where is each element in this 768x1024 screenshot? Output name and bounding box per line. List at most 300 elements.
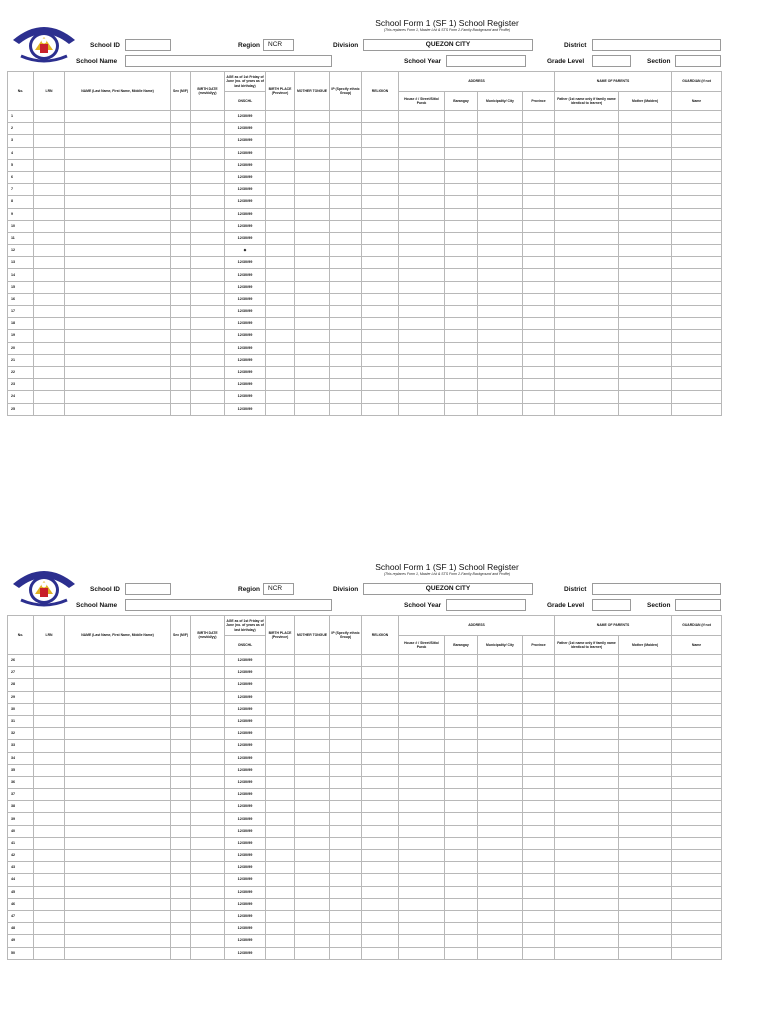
table-cell[interactable] [399,801,445,813]
table-cell[interactable] [445,147,478,159]
table-cell[interactable] [191,269,225,281]
table-cell[interactable] [191,293,225,305]
table-cell[interactable] [266,257,295,269]
table-cell[interactable] [555,728,619,740]
table-cell[interactable] [399,354,445,366]
table-cell[interactable] [445,898,478,910]
table-cell[interactable] [523,898,555,910]
table-cell[interactable] [295,935,330,947]
table-cell[interactable] [295,306,330,318]
table-cell[interactable] [672,837,722,849]
table-cell[interactable] [171,330,191,342]
table-cell[interactable] [555,740,619,752]
table-cell[interactable] [330,269,362,281]
table-cell[interactable] [445,293,478,305]
table-cell[interactable] [266,728,295,740]
table-cell[interactable] [266,764,295,776]
table-cell[interactable] [65,764,171,776]
table-cell[interactable] [399,281,445,293]
division-field[interactable]: QUEZON CITY [363,39,533,51]
table-cell[interactable] [399,111,445,123]
table-cell[interactable] [295,813,330,825]
table-cell[interactable] [555,947,619,959]
table-cell[interactable] [362,740,399,752]
table-cell[interactable] [171,220,191,232]
school-name-field[interactable] [125,599,332,611]
table-cell[interactable] [555,366,619,378]
table-cell[interactable] [619,752,672,764]
table-cell[interactable] [672,850,722,862]
table-cell[interactable] [445,776,478,788]
table-cell[interactable] [619,184,672,196]
age-cell[interactable]: 12/30/99 [225,752,266,764]
table-cell[interactable] [65,862,171,874]
table-cell[interactable] [478,232,523,244]
table-cell[interactable] [523,111,555,123]
table-cell[interactable] [295,776,330,788]
table-cell[interactable] [191,935,225,947]
table-cell[interactable] [330,379,362,391]
table-cell[interactable] [362,171,399,183]
table-cell[interactable] [266,898,295,910]
table-cell[interactable] [34,159,65,171]
table-cell[interactable] [295,147,330,159]
table-cell[interactable] [478,123,523,135]
table-cell[interactable] [619,715,672,727]
table-cell[interactable] [266,801,295,813]
table-cell[interactable] [619,728,672,740]
age-cell[interactable]: 12/30/99 [225,667,266,679]
table-cell[interactable] [523,813,555,825]
table-cell[interactable] [266,789,295,801]
table-cell[interactable] [672,740,722,752]
table-cell[interactable] [399,135,445,147]
table-cell[interactable] [478,910,523,922]
table-cell[interactable] [478,764,523,776]
table-cell[interactable] [171,898,191,910]
table-cell[interactable] [399,391,445,403]
table-cell[interactable] [672,910,722,922]
table-cell[interactable] [523,196,555,208]
table-cell[interactable] [295,281,330,293]
table-cell[interactable] [523,837,555,849]
table-cell[interactable] [171,208,191,220]
age-cell[interactable]: 12/30/99 [225,703,266,715]
table-cell[interactable] [34,123,65,135]
table-cell[interactable] [555,196,619,208]
table-cell[interactable] [399,776,445,788]
table-cell[interactable] [362,874,399,886]
table-cell[interactable] [445,862,478,874]
table-cell[interactable] [619,318,672,330]
table-cell[interactable] [171,728,191,740]
table-cell[interactable] [362,159,399,171]
table-cell[interactable] [330,691,362,703]
table-cell[interactable] [619,135,672,147]
table-cell[interactable] [34,147,65,159]
table-cell[interactable] [34,208,65,220]
table-cell[interactable] [362,342,399,354]
table-cell[interactable] [330,306,362,318]
table-cell[interactable] [523,862,555,874]
table-cell[interactable] [672,245,722,257]
table-cell[interactable] [295,703,330,715]
table-cell[interactable] [555,403,619,415]
age-cell[interactable]: 12/30/99 [225,379,266,391]
table-cell[interactable] [478,159,523,171]
table-cell[interactable] [65,269,171,281]
table-cell[interactable] [445,740,478,752]
table-cell[interactable] [555,874,619,886]
table-cell[interactable] [34,728,65,740]
table-cell[interactable] [555,257,619,269]
table-cell[interactable] [266,379,295,391]
table-cell[interactable] [523,171,555,183]
table-cell[interactable] [362,232,399,244]
table-cell[interactable] [171,171,191,183]
table-cell[interactable] [330,293,362,305]
table-cell[interactable] [171,862,191,874]
table-cell[interactable] [362,111,399,123]
table-cell[interactable] [619,910,672,922]
table-cell[interactable] [672,862,722,874]
table-cell[interactable] [191,354,225,366]
table-cell[interactable] [362,257,399,269]
table-cell[interactable] [191,342,225,354]
table-cell[interactable] [478,245,523,257]
table-cell[interactable] [295,232,330,244]
table-cell[interactable] [171,281,191,293]
table-cell[interactable] [330,342,362,354]
table-cell[interactable] [399,184,445,196]
table-cell[interactable] [65,354,171,366]
table-cell[interactable] [266,655,295,667]
table-cell[interactable] [34,293,65,305]
table-cell[interactable] [191,306,225,318]
table-cell[interactable] [330,330,362,342]
section-field[interactable] [675,55,721,67]
age-cell[interactable]: 12/30/99 [225,342,266,354]
table-cell[interactable] [266,947,295,959]
table-cell[interactable] [65,342,171,354]
table-cell[interactable] [330,655,362,667]
table-cell[interactable] [478,403,523,415]
table-cell[interactable] [672,789,722,801]
table-cell[interactable] [672,813,722,825]
table-cell[interactable] [399,366,445,378]
table-cell[interactable] [672,728,722,740]
table-cell[interactable] [171,752,191,764]
age-cell[interactable]: 12/30/99 [225,269,266,281]
table-cell[interactable] [399,318,445,330]
table-cell[interactable] [523,776,555,788]
table-cell[interactable] [266,354,295,366]
table-cell[interactable] [65,208,171,220]
age-cell[interactable]: 12/30/99 [225,850,266,862]
table-cell[interactable] [399,306,445,318]
table-cell[interactable] [295,740,330,752]
table-cell[interactable] [399,171,445,183]
table-cell[interactable] [65,703,171,715]
table-cell[interactable] [266,232,295,244]
table-cell[interactable] [523,354,555,366]
table-cell[interactable] [266,837,295,849]
table-cell[interactable] [191,813,225,825]
table-cell[interactable] [399,293,445,305]
table-cell[interactable] [295,898,330,910]
table-cell[interactable] [34,825,65,837]
table-cell[interactable] [619,281,672,293]
table-cell[interactable] [478,947,523,959]
table-cell[interactable] [399,862,445,874]
table-cell[interactable] [619,147,672,159]
table-cell[interactable] [171,293,191,305]
table-cell[interactable] [191,947,225,959]
table-cell[interactable] [65,801,171,813]
table-cell[interactable] [65,874,171,886]
table-cell[interactable] [523,135,555,147]
table-cell[interactable] [445,123,478,135]
table-cell[interactable] [266,159,295,171]
table-cell[interactable] [34,752,65,764]
table-cell[interactable] [65,947,171,959]
table-cell[interactable] [619,837,672,849]
table-cell[interactable] [362,379,399,391]
table-cell[interactable] [191,655,225,667]
table-cell[interactable] [191,886,225,898]
table-cell[interactable] [171,715,191,727]
table-cell[interactable] [34,813,65,825]
table-cell[interactable] [171,135,191,147]
table-cell[interactable] [266,910,295,922]
table-cell[interactable] [330,935,362,947]
table-cell[interactable] [34,850,65,862]
table-cell[interactable] [266,850,295,862]
table-cell[interactable] [171,740,191,752]
table-cell[interactable] [330,123,362,135]
age-cell[interactable]: 12/30/99 [225,728,266,740]
age-cell[interactable]: 12/30/99 [225,330,266,342]
table-cell[interactable] [362,837,399,849]
table-cell[interactable] [191,910,225,922]
table-cell[interactable] [362,935,399,947]
table-cell[interactable] [362,825,399,837]
table-cell[interactable] [555,147,619,159]
table-cell[interactable] [266,813,295,825]
table-cell[interactable] [266,923,295,935]
table-cell[interactable] [65,330,171,342]
table-cell[interactable] [34,691,65,703]
table-cell[interactable] [171,764,191,776]
table-cell[interactable] [672,703,722,715]
table-cell[interactable] [34,269,65,281]
table-cell[interactable] [65,147,171,159]
table-cell[interactable] [478,293,523,305]
table-cell[interactable] [362,728,399,740]
table-cell[interactable] [362,862,399,874]
table-cell[interactable] [478,111,523,123]
table-cell[interactable] [399,923,445,935]
table-cell[interactable] [191,898,225,910]
table-cell[interactable] [362,184,399,196]
table-cell[interactable] [672,184,722,196]
table-cell[interactable] [34,667,65,679]
table-cell[interactable] [523,220,555,232]
age-cell[interactable]: 12/30/99 [225,935,266,947]
table-cell[interactable] [619,923,672,935]
table-cell[interactable] [171,923,191,935]
table-cell[interactable] [266,874,295,886]
table-cell[interactable] [399,935,445,947]
table-cell[interactable] [619,379,672,391]
table-cell[interactable] [399,703,445,715]
age-cell[interactable]: 12/30/99 [225,171,266,183]
table-cell[interactable] [65,886,171,898]
table-cell[interactable] [619,691,672,703]
table-cell[interactable] [523,886,555,898]
table-cell[interactable] [191,776,225,788]
table-cell[interactable] [619,171,672,183]
table-cell[interactable] [34,281,65,293]
table-cell[interactable] [34,740,65,752]
table-cell[interactable] [399,220,445,232]
table-cell[interactable] [445,135,478,147]
table-cell[interactable] [65,318,171,330]
table-cell[interactable] [555,379,619,391]
table-cell[interactable] [295,886,330,898]
table-cell[interactable] [445,886,478,898]
table-cell[interactable] [191,184,225,196]
table-cell[interactable] [266,342,295,354]
table-cell[interactable] [445,403,478,415]
table-cell[interactable] [191,379,225,391]
table-cell[interactable] [399,269,445,281]
table-cell[interactable] [445,281,478,293]
table-cell[interactable] [330,403,362,415]
table-cell[interactable] [478,776,523,788]
table-cell[interactable] [266,862,295,874]
age-cell[interactable]: 12/30/99 [225,111,266,123]
table-cell[interactable] [34,220,65,232]
table-cell[interactable] [619,391,672,403]
table-cell[interactable] [478,667,523,679]
table-cell[interactable] [295,111,330,123]
table-cell[interactable] [478,935,523,947]
school-name-field[interactable] [125,55,332,67]
table-cell[interactable] [295,391,330,403]
table-cell[interactable] [65,715,171,727]
table-cell[interactable] [555,679,619,691]
table-cell[interactable] [330,354,362,366]
table-cell[interactable] [171,703,191,715]
table-cell[interactable] [171,776,191,788]
table-cell[interactable] [672,667,722,679]
table-cell[interactable] [295,123,330,135]
table-cell[interactable] [330,910,362,922]
table-cell[interactable] [399,813,445,825]
table-cell[interactable] [523,379,555,391]
table-cell[interactable] [555,789,619,801]
table-cell[interactable] [191,159,225,171]
table-cell[interactable] [478,306,523,318]
table-cell[interactable] [672,354,722,366]
table-cell[interactable] [619,220,672,232]
region-field[interactable]: NCR [263,583,294,595]
table-cell[interactable] [619,208,672,220]
table-cell[interactable] [619,159,672,171]
table-cell[interactable] [34,655,65,667]
table-cell[interactable] [399,740,445,752]
age-cell[interactable]: 12/30/99 [225,862,266,874]
table-cell[interactable] [362,898,399,910]
table-cell[interactable] [65,366,171,378]
table-cell[interactable] [171,306,191,318]
table-cell[interactable] [330,850,362,862]
table-cell[interactable] [478,703,523,715]
table-cell[interactable] [445,801,478,813]
table-cell[interactable] [34,184,65,196]
table-cell[interactable] [672,293,722,305]
table-cell[interactable] [34,715,65,727]
table-cell[interactable] [191,196,225,208]
table-cell[interactable] [445,837,478,849]
table-cell[interactable] [65,850,171,862]
table-cell[interactable] [399,245,445,257]
table-cell[interactable] [672,147,722,159]
table-cell[interactable] [555,667,619,679]
table-cell[interactable] [399,789,445,801]
table-cell[interactable] [266,318,295,330]
table-cell[interactable] [34,354,65,366]
table-cell[interactable] [445,220,478,232]
table-cell[interactable] [34,403,65,415]
table-cell[interactable] [34,366,65,378]
table-cell[interactable] [445,232,478,244]
table-cell[interactable] [523,208,555,220]
table-cell[interactable] [266,269,295,281]
table-cell[interactable] [171,123,191,135]
table-cell[interactable] [330,220,362,232]
table-cell[interactable] [171,318,191,330]
table-cell[interactable] [330,801,362,813]
age-cell[interactable]: 12/30/99 [225,220,266,232]
table-cell[interactable] [266,703,295,715]
table-cell[interactable] [619,898,672,910]
table-cell[interactable] [399,679,445,691]
table-cell[interactable] [445,391,478,403]
table-cell[interactable] [266,679,295,691]
table-cell[interactable] [478,220,523,232]
table-cell[interactable] [295,403,330,415]
table-cell[interactable] [295,293,330,305]
table-cell[interactable] [478,813,523,825]
table-cell[interactable] [266,196,295,208]
table-cell[interactable] [619,776,672,788]
table-cell[interactable] [445,196,478,208]
table-cell[interactable] [523,935,555,947]
table-cell[interactable] [399,874,445,886]
table-cell[interactable] [191,147,225,159]
table-cell[interactable] [266,330,295,342]
table-cell[interactable] [191,318,225,330]
age-cell[interactable]: 12/30/99 [225,306,266,318]
table-cell[interactable] [191,366,225,378]
table-cell[interactable] [523,123,555,135]
table-cell[interactable] [445,874,478,886]
table-cell[interactable] [555,691,619,703]
table-cell[interactable] [478,257,523,269]
table-cell[interactable] [171,232,191,244]
